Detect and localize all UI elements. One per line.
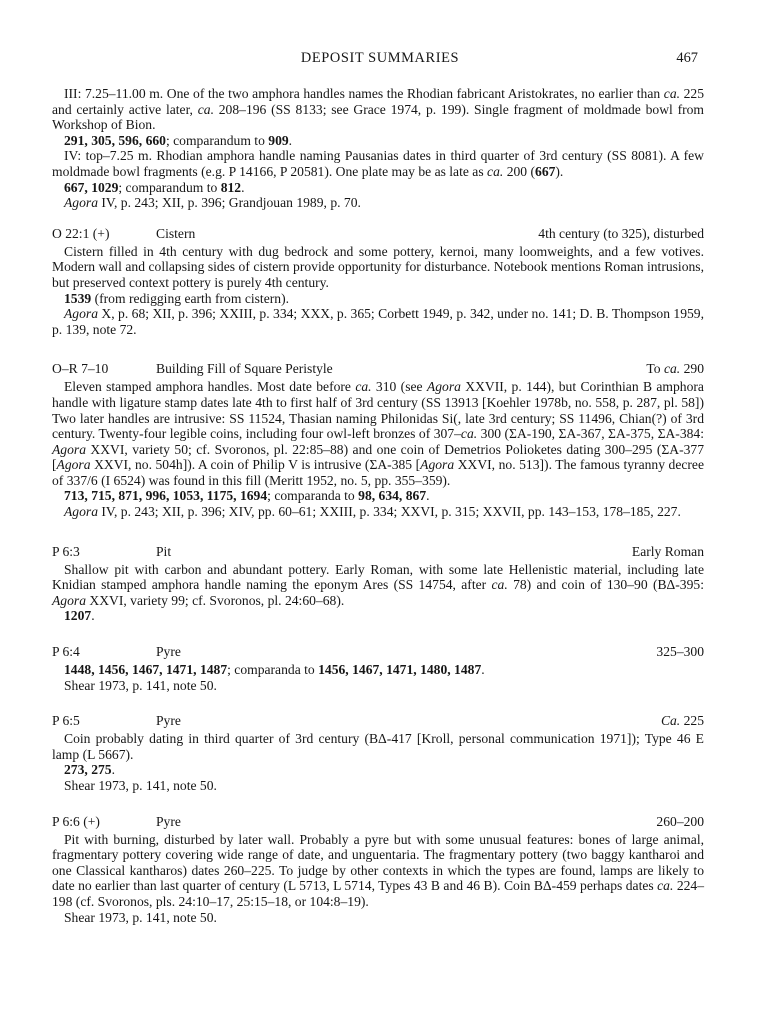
page-content xyxy=(52,86,704,925)
entry-heading xyxy=(52,644,704,660)
deposit-type: Pit xyxy=(156,543,172,559)
deposit-date: To ca. 290 xyxy=(646,361,704,377)
entry-o22-1 xyxy=(52,226,704,338)
deposit-description: Coin probably dating in third quarter of 3rd century (BΔ-417 [Kroll, personal communication 1971]); Type 46 E lamp (L 5667). xyxy=(52,731,704,762)
entry-or-7-10 xyxy=(52,361,704,519)
deposit-id: P 6:4 xyxy=(52,644,80,660)
deposit-description: Eleven stamped amphora handles. Most date before ca. 310 (see Agora XXVII, p. 144), but Corinthian B amphora handle with ligature stamp dates late 4th to first half of 3rd century (SS 13913 [Koehler 1978b, no. 558, p. 287, pl. 58]) Two later handles are intrusive: SS 11524, Thasian naming Philonidas Si(, late 3rd century; SS 11496, Chian(?) of 3rd century. Twenty-four legible coins, including four owl-left bronzes of 307–ca. 300 (ΣA-190, ΣA-367, ΣA-375, ΣA-384: Agora XXVI, variety 50; cf. Svoronos, pl. 22:85–88) and one coin of Demetrios Polioketes dating 300–295 (ΣA-377 [Agora XXVI, no. 504h]). A coin of Philip V is intrusive (ΣA-385 [Agora XXVI, no. 513]). The famous tyranny decree of 337/6 (I 6524) was found in this fill (Meritt 1952, no. 5, pp. 355–359). xyxy=(52,379,704,488)
deposit-catalogue: 1207. xyxy=(64,608,95,624)
deposit-description: Shallow pit with carbon and abundant pottery. Early Roman, with some late Hellenistic material, including late Knidian stamped amphora handle naming the eponym Ares (SS 14754, after ca. 78) and coin of 130–90 (BΔ-395: Agora XXVI, variety 99; cf. Svoronos, pl. 24:60–68). xyxy=(52,561,704,608)
deposit-id: P 6:6 (+) xyxy=(52,813,100,829)
entry-heading xyxy=(52,361,704,377)
deposit-type: Pyre xyxy=(156,644,181,660)
deposit-id: P 6:5 xyxy=(52,713,80,729)
entry-heading xyxy=(52,544,704,560)
entry-heading xyxy=(52,814,704,830)
entry-p6-4 xyxy=(52,644,704,693)
running-head xyxy=(0,51,760,69)
entry-p6-5 xyxy=(52,713,704,793)
entry-continuation xyxy=(52,86,704,211)
deposit-type: Pyre xyxy=(156,813,181,829)
deposit-date: 4th century (to 325), disturbed xyxy=(538,225,704,241)
deposit-references: Agora IV, p. 243; XII, p. 396; Grandjouan 1989, p. 70. xyxy=(64,195,361,211)
deposit-references: Shear 1973, p. 141, note 50. xyxy=(64,778,217,793)
deposit-iii-description: III: 7.25–11.00 m. One of the two amphora handles names the Rhodian fabricant Aristokrates, no earlier than ca. 225 and certainly active later, ca. 208–196 (SS 8133; see Grace 1974, p. 199). Single fragment of moldmade bowl from Workshop of Bion. xyxy=(52,86,705,133)
deposit-type: Pyre xyxy=(156,713,181,729)
deposit-id: O 22:1 (+) xyxy=(52,225,110,241)
deposit-date: Early Roman xyxy=(631,543,704,559)
deposit-description: Pit with burning, disturbed by later wall. Probably a pyre but with some unusual features: bones of large animal, fragmentary pottery covering wide range of date, and unguentaria. The fragmentary pottery (two baggy kantharoi and one Classical kantharos) dates 260–225. To judge by other contexts in which the types are found, lamps are likely to date no earlier than last quarter of century (L 5713, L 5714, Types 43 B and 46 B). Coin BΔ-459 perhaps dates ca. 224–198 (cf. Svoronos, pls. 24:10–17, 25:15–18, or 104:8–19). xyxy=(52,831,705,909)
deposit-catalogue: 713, 715, 871, 996, 1053, 1175, 1694; comparanda to 98, 634, 867. xyxy=(64,488,430,504)
entry-p6-6 xyxy=(52,814,704,926)
deposit-date: Ca. 225 xyxy=(660,713,704,729)
deposit-id: O–R 7–10 xyxy=(52,361,109,377)
deposit-catalogue: 273, 275. xyxy=(64,762,115,778)
deposit-iv-catalogue: 667, 1029; comparandum to 812. xyxy=(64,179,245,195)
deposit-references: Agora X, p. 68; XII, p. 396; XXIII, p. 334; XXX, p. 365; Corbett 1949, p. 342, under no. 141; D. B. Thompson 1959, p. 139, note 72. xyxy=(52,306,704,337)
deposit-references: Shear 1973, p. 141, note 50. xyxy=(64,677,217,693)
entry-heading xyxy=(52,713,704,729)
deposit-references: Agora IV, p. 243; XII, p. 396; XIV, pp. 60–61; XXIII, p. 334; XXVI, p. 315; XXVII, pp. 143–153, 178–185, 227. xyxy=(64,504,681,520)
deposit-id: P 6:3 xyxy=(52,543,80,559)
deposit-iv-description: IV: top–7.25 m. Rhodian amphora handle naming Pausanias dates in third quarter of 3rd century (SS 8081). A few moldmade bowl fragments (e.g. P 14166, P 20581). One plate may be as late as ca. 200 (667). xyxy=(52,148,704,179)
deposit-date: 325–300 xyxy=(656,644,704,660)
entry-p6-3 xyxy=(52,544,704,624)
page-number: 467 xyxy=(676,50,698,66)
entry-heading xyxy=(52,226,704,242)
running-head-title: DEPOSIT SUMMARIES xyxy=(300,50,460,66)
deposit-references: Shear 1973, p. 141, note 50. xyxy=(64,909,217,925)
deposit-iii-catalogue: 291, 305, 596, 660; comparandum to 909. xyxy=(64,132,293,148)
deposit-description: Cistern filled in 4th century with dug bedrock and some pottery, kernoi, many loomweights, and a few votives. Modern wall and collapsing sides of cistern provide opportunity for disturbance. Notebook mentions Roman intrusions, but preserved context pottery is purely 4th century. xyxy=(52,243,704,290)
deposit-catalogue: 1539 (from redigging earth from cistern). xyxy=(64,290,289,306)
deposit-catalogue: 1448, 1456, 1467, 1471, 1487; comparanda to 1456, 1467, 1471, 1480, 1487. xyxy=(64,662,485,678)
deposit-date: 260–200 xyxy=(656,813,704,829)
deposit-type: Building Fill of Square Peristyle xyxy=(156,361,333,377)
deposit-type: Cistern xyxy=(156,225,196,241)
